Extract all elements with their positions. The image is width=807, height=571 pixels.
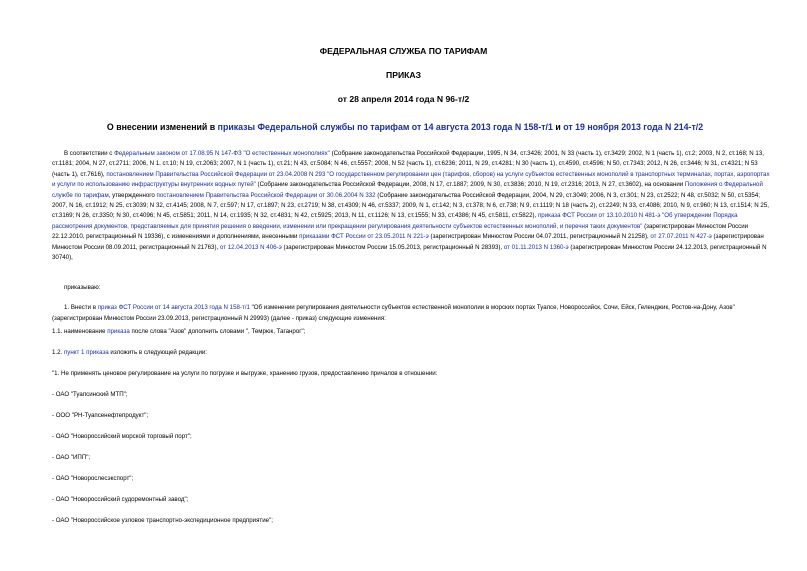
link-fst-order-406[interactable]: от 12.04.2013 N 406-э xyxy=(219,243,282,251)
link-fst-regulation[interactable]: Положения о Федеральной службе по тарифам xyxy=(52,181,763,199)
agency-name: ФЕДЕРАЛЬНАЯ СЛУЖБА ПО ТАРИФАМ xyxy=(319,46,488,56)
list-item: - ОАО "Новороссийское узловое транспортно-экспедиционное предприятие"; xyxy=(52,517,273,524)
link-fst-order-427[interactable]: от 27.07.2011 N 427-э xyxy=(650,233,712,241)
preamble-text: В соответствии с xyxy=(64,150,115,157)
link-government-decree-293[interactable]: постановлением Правительства Российской Федерации от 23.04.2008 N 293 "О государственном регулировании цен (тарифов, сборов) на услуги субъектов естественных монополий в транспортных терминалах, портах, аэропортах и услуги по использованию инфраструктуры внутренних водных путей" xyxy=(52,170,770,189)
title-link-order-158[interactable]: приказы Федеральной службы по тарифам от 14 августа 2013 года N 158-т/1 xyxy=(217,122,553,132)
quote-paragraph: "1. Не применять ценовое регулирование на услуги по погрузке и выгрузке, хранению грузов, предоставлению причалов в отношении: xyxy=(52,370,438,377)
item-1-1-text: после слова "Азов" дополнить словами ", Темрюк, Таганрог"; xyxy=(129,328,306,335)
link-order-point-1[interactable]: пункт 1 приказа xyxy=(63,349,109,356)
link-federal-law-147[interactable]: Федеральным законом от 17.08.95 N 147-ФЗ "О естественных монополиях" xyxy=(114,150,330,157)
document-date-number: от 28 апреля 2014 года N 96-т/2 xyxy=(337,94,470,104)
orders-word: приказываю: xyxy=(64,284,101,291)
item-1-1-paragraph xyxy=(52,328,305,335)
item-1-1-text: 1.1. наименование xyxy=(52,328,108,335)
preamble-text: (Собрание законодательства Российской Федерации, 2008, N 17, ст.1887; 2009, N 30, ст.3836; 2010, N 19, ст.2316; 2013, N 27, ст.3602), на основании xyxy=(255,181,685,189)
preamble-paragraph xyxy=(52,149,770,263)
item-1-text: 1. Внести в xyxy=(64,304,98,312)
item-1-text: "Об изменении регулирования деятельности субъектов естественной монополии в морских портах Туапсе, Новороссийск, Сочи, Ейск, Геленджик, Ростов-на-Дону, Азов" (зарегистрирован Минюстом России 23.09.2013, регистрационный N 29993) (далее - приказ) следующие изменения: xyxy=(52,304,735,322)
list-item: - ОАО "Новороссийский судоремонтный завод"; xyxy=(52,496,189,503)
title-middle: и xyxy=(552,122,564,132)
link-fst-order-221[interactable]: приказами ФСТ России от 23.05.2011 N 221-э xyxy=(299,233,429,241)
link-fst-order-481[interactable]: приказа ФСТ России от 13.10.2010 N 481-э "Об утверждении Порядка рассмотрения документов, представляемых для принятия решения о введении, изменении или прекращении регулирования деятельности субъектов естественных монополий, и перечня таких документов" xyxy=(52,212,738,230)
list-item: - ОАО "ИПП"; xyxy=(52,454,91,461)
item-1-2-text: 1.2. xyxy=(52,349,64,356)
title-link-order-214[interactable]: от 19 ноября 2013 года N 214-т/2 xyxy=(563,122,704,132)
link-fst-order-158[interactable]: приказ ФСТ России от 14 августа 2013 года N 158-т/1 xyxy=(97,304,250,312)
item-1-2-text: изложить в следующей редакции: xyxy=(108,349,208,356)
list-item: - ОАО "Новорослесэкспорт"; xyxy=(52,475,134,482)
preamble-text: , утвержденного xyxy=(108,191,157,199)
preamble-text: (зарегистрирован Минюстом России 24.12.2013, регистрационный N 30740), xyxy=(52,243,767,262)
preamble-text: (зарегистрирован Минюстом России 22.12.2010, регистрационный N 19336), с изменениями и дополнениями, внесенными xyxy=(52,222,749,241)
list-item: - ООО "РН-Туапсенефтепродукт"; xyxy=(52,412,149,419)
preamble-text: (Собрание законодательства Российской Федерации, 1995, N 34, ст.3426; 2001, N 33 (часть 1), ст.3429; 2002, N 1 (часть 1), ст.2; 2003, N 2, ст.168; N 13, ст.1181; 2004, N 27, ст.2711; 2006, N 1, ст.10; N 19, ст.2063; 2007, N 1 (часть 1), ст.21; N 43, ст.5084; N 46, ст.5557; 2008, N 52 (часть 1), ст.6236; 2011, N 29, ст.4281; N 30 (часть 1), ст.4590, ст.4596; N 50, ст.7343; 2012, N 26, ст.3446; N 31, ст.4321; N 53 (часть 1), ст.7616), xyxy=(52,150,764,178)
list-item: - ОАО "Туапсинский МТП"; xyxy=(52,391,128,398)
link-fst-order-1360[interactable]: от 01.11.2013 N 1360-э xyxy=(503,243,569,251)
document-type: ПРИКАЗ xyxy=(386,70,421,80)
item-1-2-paragraph xyxy=(52,349,207,356)
title-prefix: О внесении изменений в xyxy=(106,122,218,132)
document-title xyxy=(60,122,750,132)
preamble-text: (зарегистрирован Минюстом России 08.09.2011, регистрационный N 21763), xyxy=(52,233,764,251)
link-order[interactable]: приказа xyxy=(107,328,130,335)
link-government-decree-332[interactable]: постановлением Правительства Российской Федерации от 30.06.2004 N 332 xyxy=(156,191,376,199)
preamble-text: (зарегистрирован Минюстом России 04.07.2011, регистрационный N 21258), xyxy=(428,233,651,241)
item-1-paragraph xyxy=(52,297,770,330)
list-item: - ОАО "Новороссийский морской торговый порт"; xyxy=(52,433,192,440)
preamble-text: (Собрание законодательства Российской Федерации, 2004, N 29, ст.3049; 2006, N 3, ст.301; N 23, ст.2522; N 48, ст.5032; N 50, ст.5354; 2007, N 16, ст.1912; N 25, ст.3039; N 32, ст.4145; 2008, N 7, ст.597; N 17, ст.1897; N 23, ст.2719; N 38, ст.4309; N 46, ст.5337; 2009, N 1, ст.142; N 3, ст.378; N 6, ст.738; N 9, ст.1119; N 18 (часть 2), ст.2249; N 33, ст.4086; 2010, N 9, ст.960; N 13, ст.1514; N 25, ст.3169; N 26, ст.3350; N 30, ст.4096; N 45, ст.5851; 2011, N 14, ст.1935; N 32, ст.4831; N 42, ст.5925; 2013, N 11, ст.1126; N 13, ст.1555; N 33, ст.4386; N 45, ст.5811, ст.5822), xyxy=(52,191,769,220)
preamble-text: (зарегистрирован Минюстом России 15.05.2013, регистрационный N 28393), xyxy=(281,243,504,251)
